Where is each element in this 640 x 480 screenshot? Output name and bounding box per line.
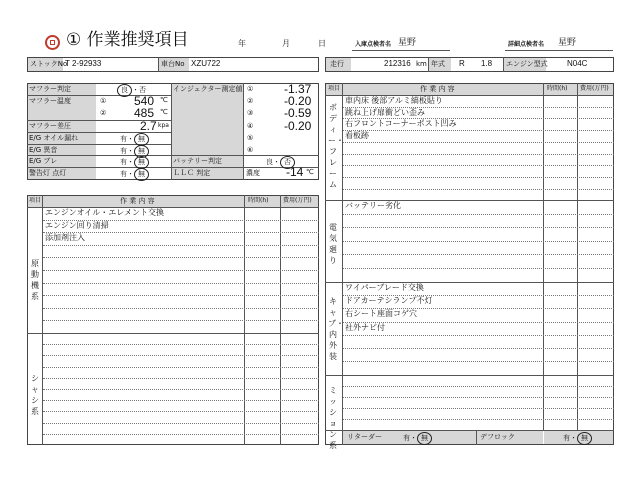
right-header-cost: 費用(万円) — [580, 85, 609, 92]
body-row-line — [343, 142, 614, 143]
engine-row-line — [43, 257, 319, 258]
llc-value: -14 — [286, 165, 304, 179]
cab-work-item: 右シート座面コゲ穴 — [345, 309, 417, 319]
engine-row-line — [43, 270, 319, 271]
body-row-line — [343, 130, 614, 131]
cab-work-item: 社外ナビ付 — [345, 322, 385, 332]
cab-row-line — [343, 348, 614, 349]
body-work-item: 跳ね上げ扉衝どい歪み — [345, 107, 425, 117]
injector-2-value: -0.20 — [284, 94, 312, 108]
chassis-row-line — [43, 389, 319, 390]
body-row-line — [343, 177, 614, 178]
muffler-temp-1-value: 540 — [134, 94, 155, 108]
engine-row-line — [43, 245, 319, 246]
muffler-temp-1-unit: ℃ — [160, 96, 168, 104]
chassis-row-line — [43, 434, 319, 435]
inspector-label: 入庫点検者名 — [355, 41, 392, 48]
injector-2-num: ② — [247, 97, 254, 105]
body-row-line — [343, 189, 614, 190]
muffler-temp-2-unit: ℃ — [160, 108, 168, 116]
year-label: 年 — [238, 39, 246, 48]
muffler-temp-1-num: ① — [100, 97, 107, 105]
electrical-work-item: バッテリー劣化 — [345, 201, 401, 210]
month-label: 月 — [282, 39, 290, 48]
mission-row-line — [343, 408, 614, 409]
engine-model-label: エンジン型式 — [506, 60, 548, 68]
left-section-engine-label: 原動機系 — [31, 259, 39, 301]
noise-choice[interactable]: 有・ 無 — [120, 145, 149, 158]
model-year-era: R — [459, 59, 465, 68]
engine-row-line — [43, 283, 319, 284]
body-work-item: 車内床 後部アルミ縞板貼り — [345, 96, 443, 105]
engine-row-line — [43, 295, 319, 296]
retarder-label: リターダー — [347, 433, 382, 441]
cab-row-line — [343, 361, 614, 362]
llc-judge-label: ＬＬＣ 判定 — [173, 169, 211, 177]
right-header-time: 時間(h) — [547, 85, 568, 92]
day-label: 日 — [318, 39, 326, 48]
cab-work-item: ワイパーブレード交換 — [345, 283, 424, 292]
cab-row-line — [343, 335, 614, 336]
body-work-item: 右フロントコーナーポスト凹み — [345, 119, 457, 129]
llc-unit: ℃ — [306, 168, 314, 176]
injector-3-num: ③ — [247, 109, 254, 117]
injector-6-num: ⑥ — [247, 146, 254, 154]
electrical-row-line — [343, 254, 614, 255]
right-section-body-label: ボディー・フレーム — [328, 103, 344, 189]
muffler-temp-2-num: ② — [100, 109, 107, 117]
chassis-row-line — [43, 423, 319, 424]
engine-work-item: エンジンオイル・エレメント交換 — [45, 208, 164, 217]
electrical-row-line — [343, 268, 614, 269]
engine-row-line — [43, 308, 319, 309]
muffler-judge-choice[interactable]: 良 ・否 — [117, 84, 146, 97]
injector-1-value: -1.37 — [284, 82, 312, 96]
cab-work-item: ドアカーテシランプ不灯 — [345, 296, 433, 306]
electrical-row-line — [343, 214, 614, 215]
car-label: 車台No — [161, 60, 185, 68]
warning-light-choice[interactable]: 有・ 無 — [120, 168, 149, 181]
mileage-label: 走行 — [330, 60, 344, 68]
engine-model-value: N04C — [567, 59, 588, 68]
right-section-cab-label: キャブ・内外装 — [328, 297, 344, 361]
car-value: XZU722 — [191, 59, 221, 68]
body-work-item: 看板跡 — [345, 131, 369, 141]
warning-light-label: 警告灯 点灯 — [29, 169, 67, 177]
difflock-choice[interactable]: 有・ 無 — [563, 432, 592, 445]
injector-1-num: ① — [247, 85, 254, 93]
right-section-electrical-label: 電気廻り — [329, 223, 337, 265]
right-header-content: 作 業 内 容 — [420, 85, 455, 93]
muffler-temp-2-value: 485 — [134, 106, 155, 120]
model-year-label: 年式 — [431, 60, 445, 68]
electrical-row-line — [343, 227, 614, 228]
electrical-row-line — [343, 241, 614, 242]
chassis-row-line — [43, 411, 319, 412]
difflock-label: デフロック — [480, 433, 515, 441]
body-row-line — [343, 154, 614, 155]
mileage-unit: km — [416, 60, 427, 68]
mission-row-line — [343, 386, 614, 387]
detail-inspector-name: 星野 — [558, 37, 577, 47]
vibration-label: E/G ブレ — [29, 157, 58, 165]
left-header-content: 作 業 内 容 — [120, 197, 155, 205]
stock-label: ストックNo — [30, 60, 68, 68]
oil-leak-choice[interactable]: 有・ 無 — [120, 133, 149, 146]
noise-label: E/G 異音 — [29, 146, 58, 154]
retarder-choice[interactable]: 有・ 無 — [403, 432, 432, 445]
chassis-row-line — [43, 344, 319, 345]
body-row-line — [343, 165, 614, 166]
engine-work-item: 添加剤注入 — [45, 233, 85, 243]
muffler-diff-value: 2.7 — [140, 119, 157, 133]
muffler-temp-label: マフラー温度 — [29, 97, 71, 105]
battery-judge-choice[interactable]: 良・ 否 — [266, 156, 295, 169]
injector-5-num: ⑤ — [247, 134, 254, 142]
injector-3-value: -0.59 — [284, 106, 312, 120]
mileage-value: 212316 — [384, 59, 411, 68]
right-section-mission-label: ミッション系 — [329, 386, 337, 450]
mission-row-line — [343, 397, 614, 398]
detail-inspector-label: 詳細点検者名 — [508, 41, 545, 48]
inspector-name: 星野 — [398, 37, 417, 47]
stock-value: T 2-92933 — [65, 59, 102, 68]
left-header-time: 時間(h) — [248, 197, 269, 204]
engine-row-line — [43, 320, 319, 321]
oil-leak-label: E/G オイル漏れ — [29, 134, 79, 142]
muffler-diff-unit: kpa — [158, 122, 169, 129]
muffler-judge-label: マフラー判定 — [29, 85, 71, 93]
injector-4-value: -0.20 — [284, 119, 312, 133]
chassis-row-line — [43, 367, 319, 368]
muffler-diff-label: マフラー差圧 — [29, 122, 71, 130]
vibration-choice[interactable]: 有・ 無 — [120, 156, 149, 169]
mission-row-line — [343, 419, 614, 420]
injector-label: インジェクター測定値 — [173, 85, 243, 93]
left-section-chassis-label: シャシ系 — [31, 374, 39, 416]
left-header-item: 項目 — [29, 197, 42, 204]
left-header-cost: 費用(万円) — [283, 197, 312, 204]
right-header-item: 項目 — [328, 85, 341, 92]
chassis-row-line — [43, 378, 319, 379]
logo-seal-icon — [45, 35, 60, 50]
battery-judge-label: バッテリー判定 — [173, 157, 222, 165]
chassis-row-line — [43, 355, 319, 356]
injector-4-num: ④ — [247, 122, 254, 130]
page-title: ① 作業推奨項目 — [66, 30, 189, 50]
engine-work-item: エンジン回り清掃 — [45, 220, 109, 230]
chassis-row-line — [43, 400, 319, 401]
llc-conc-label: 濃度 — [246, 169, 260, 177]
model-year-value: 1.8 — [481, 59, 493, 68]
